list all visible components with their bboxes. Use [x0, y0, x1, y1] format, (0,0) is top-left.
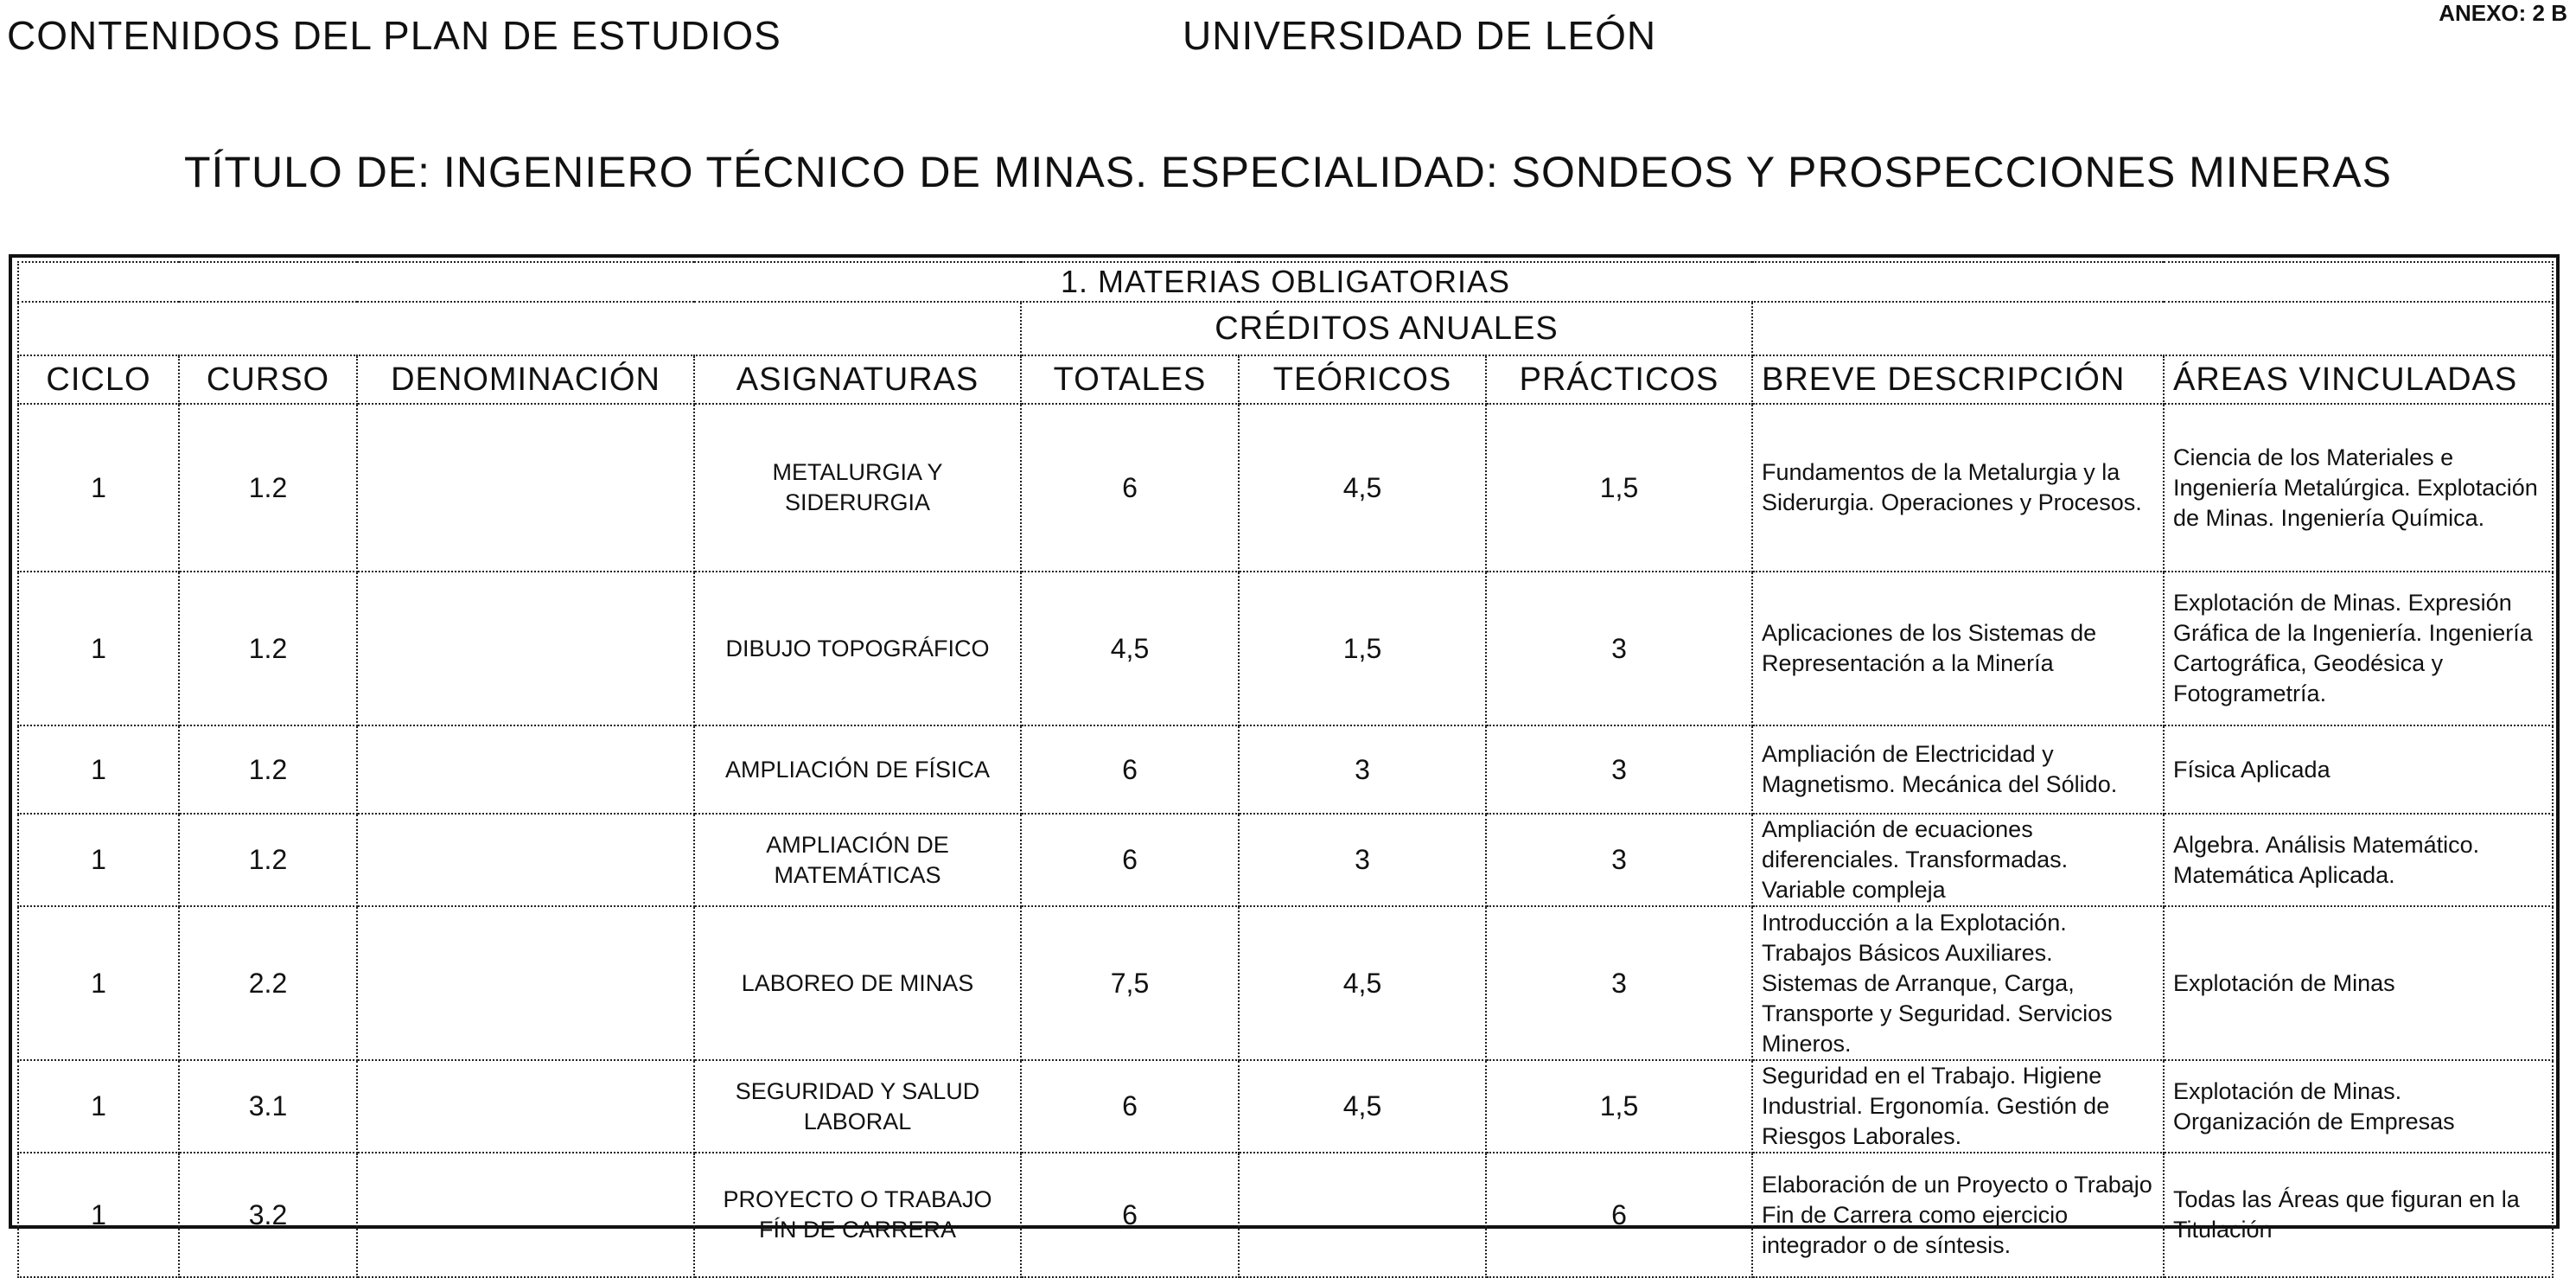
- cell-descripcion: Seguridad en el Trabajo. Higiene Industrial. Ergonomía. Gestión de Riesgos Laborales.: [1752, 1060, 2164, 1153]
- cell-descripcion: Ampliación de ecuaciones diferenciales. Transformadas. Variable compleja: [1752, 814, 2164, 906]
- cell-areas: Explotación de Minas. Organización de Empresas: [2164, 1060, 2553, 1153]
- cell-curso: 1.2: [179, 404, 357, 572]
- cell-teoricos: 3: [1239, 725, 1486, 814]
- cell-totales: 6: [1021, 725, 1239, 814]
- blank-header-cell: [1752, 302, 2553, 355]
- header-university-name: UNIVERSIDAD DE LEÓN: [1183, 13, 1657, 58]
- cell-practicos: 3: [1486, 572, 1752, 725]
- cell-areas: Algebra. Análisis Matemático. Matemática Aplicada.: [2164, 814, 2553, 906]
- table-row: [18, 572, 2553, 725]
- cell-teoricos: 3: [1239, 814, 1486, 906]
- cell-totales: 7,5: [1021, 906, 1239, 1060]
- table-row: [18, 1060, 2553, 1153]
- cell-asignatura: LABOREO DE MINAS: [694, 906, 1021, 1060]
- table-row: [18, 725, 2553, 814]
- cell-areas: Todas las Áreas que figuran en la Titulación: [2164, 1153, 2553, 1277]
- col-header-asignaturas: ASIGNATURAS: [694, 355, 1021, 404]
- col-header-ciclo: CICLO: [18, 355, 179, 404]
- table-row: [18, 906, 2553, 1060]
- col-header-practicos: PRÁCTICOS: [1486, 355, 1752, 404]
- cell-teoricos: 4,5: [1239, 1060, 1486, 1153]
- cell-areas: Ciencia de los Materiales e Ingeniería Metalúrgica. Explotación de Minas. Ingeniería Química.: [2164, 404, 2553, 572]
- col-header-curso: CURSO: [179, 355, 357, 404]
- blank-header-cell: [18, 302, 1021, 355]
- cell-totales: 6: [1021, 404, 1239, 572]
- cell-descripcion: Ampliación de Electricidad y Magnetismo. Mecánica del Sólido.: [1752, 725, 2164, 814]
- cell-ciclo: 1: [18, 1060, 179, 1153]
- cell-practicos: 3: [1486, 906, 1752, 1060]
- cell-curso: 1.2: [179, 814, 357, 906]
- cell-descripcion: Elaboración de un Proyecto o Trabajo Fin de Carrera como ejercicio integrador o de síntesis.: [1752, 1153, 2164, 1277]
- cell-denominacion: [357, 1060, 694, 1153]
- cell-ciclo: 1: [18, 906, 179, 1060]
- cell-ciclo: 1: [18, 814, 179, 906]
- cell-totales: 6: [1021, 1060, 1239, 1153]
- credits-group-header: CRÉDITOS ANUALES: [1021, 302, 1752, 355]
- cell-teoricos: [1239, 1153, 1486, 1277]
- cell-teoricos: 4,5: [1239, 906, 1486, 1060]
- cell-ciclo: 1: [18, 572, 179, 725]
- cell-practicos: 1,5: [1486, 1060, 1752, 1153]
- cell-totales: 4,5: [1021, 572, 1239, 725]
- cell-ciclo: 1: [18, 404, 179, 572]
- cell-totales: 6: [1021, 1153, 1239, 1277]
- cell-denominacion: [357, 1153, 694, 1277]
- cell-denominacion: [357, 572, 694, 725]
- col-header-totales: TOTALES: [1021, 355, 1239, 404]
- cell-ciclo: 1: [18, 725, 179, 814]
- cell-practicos: 1,5: [1486, 404, 1752, 572]
- col-header-teoricos: TEÓRICOS: [1239, 355, 1486, 404]
- cell-asignatura: AMPLIACIÓN DE FÍSICA: [694, 725, 1021, 814]
- cell-ciclo: 1: [18, 1153, 179, 1277]
- cell-curso: 3.2: [179, 1153, 357, 1277]
- col-header-descripcion: BREVE DESCRIPCIÓN: [1752, 355, 2164, 404]
- col-header-denominacion: DENOMINACIÓN: [357, 355, 694, 404]
- cell-curso: 1.2: [179, 725, 357, 814]
- cell-asignatura: AMPLIACIÓN DE MATEMÁTICAS: [694, 814, 1021, 906]
- cell-asignatura: METALURGIA Y SIDERURGIA: [694, 404, 1021, 572]
- cell-descripcion: Aplicaciones de los Sistemas de Representación a la Minería: [1752, 572, 2164, 725]
- cell-totales: 6: [1021, 814, 1239, 906]
- cell-asignatura: DIBUJO TOPOGRÁFICO: [694, 572, 1021, 725]
- cell-areas: Explotación de Minas: [2164, 906, 2553, 1060]
- annex-label: ANEXO: 2 B: [2439, 0, 2567, 26]
- table-row: [18, 1153, 2553, 1277]
- cell-asignatura: PROYECTO O TRABAJO FÍN DE CARRERA: [694, 1153, 1021, 1277]
- cell-denominacion: [357, 906, 694, 1060]
- cell-curso: 1.2: [179, 572, 357, 725]
- cell-denominacion: [357, 814, 694, 906]
- cell-areas: Explotación de Minas. Expresión Gráfica de la Ingeniería. Ingeniería Cartográfica, Geodésica y Fotogrametría.: [2164, 572, 2553, 725]
- header-document-title: CONTENIDOS DEL PLAN DE ESTUDIOS: [7, 13, 781, 58]
- cell-curso: 2.2: [179, 906, 357, 1060]
- subjects-table: [17, 261, 2554, 1278]
- cell-descripcion: Introducción a la Explotación. Trabajos Básicos Auxiliares. Sistemas de Arranque, Carga, Transporte y Seguridad. Servicios Mineros.: [1752, 906, 2164, 1060]
- col-header-areas: ÁREAS VINCULADAS: [2164, 355, 2553, 404]
- table-row: [18, 404, 2553, 572]
- cell-denominacion: [357, 725, 694, 814]
- cell-practicos: 3: [1486, 814, 1752, 906]
- cell-practicos: 3: [1486, 725, 1752, 814]
- table-row: [18, 814, 2553, 906]
- degree-title: TÍTULO DE: INGENIERO TÉCNICO DE MINAS. ESPECIALIDAD: SONDEOS Y PROSPECCIONES MINERAS: [184, 148, 2392, 196]
- cell-curso: 3.1: [179, 1060, 357, 1153]
- cell-asignatura: SEGURIDAD Y SALUD LABORAL: [694, 1060, 1021, 1153]
- cell-teoricos: 4,5: [1239, 404, 1486, 572]
- cell-descripcion: Fundamentos de la Metalurgia y la Siderurgia. Operaciones y Procesos.: [1752, 404, 2164, 572]
- cell-areas: Física Aplicada: [2164, 725, 2553, 814]
- cell-teoricos: 1,5: [1239, 572, 1486, 725]
- section-title: 1. MATERIAS OBLIGATORIAS: [18, 262, 2553, 302]
- cell-practicos: 6: [1486, 1153, 1752, 1277]
- cell-denominacion: [357, 404, 694, 572]
